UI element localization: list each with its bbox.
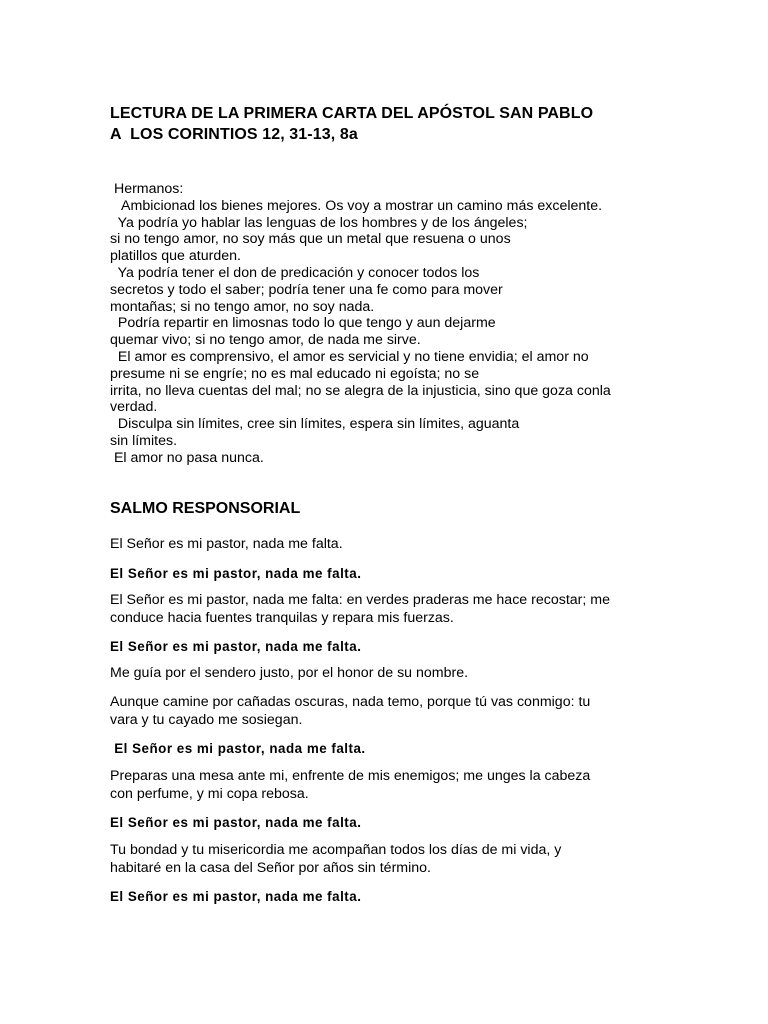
psalm-verse (110, 592, 670, 627)
reading-line: quemar vivo; si no tengo amor, de nada me sirve. (110, 332, 421, 349)
psalm-verse (110, 536, 670, 554)
reading-title-line: LECTURA DE LA PRIMERA CARTA DEL APÓSTOL SAN PABLO (110, 105, 594, 122)
reading-title-line: A LOS CORINTIOS 12, 31-13, 8a (110, 126, 358, 143)
reading-line: Ya podría tener el don de predicación y conocer todos los (110, 264, 480, 281)
psalm-line: Preparas una mesa ante mi, enfrente de mis enemigos; me unges la cabeza (110, 768, 591, 784)
psalm-line: El Señor es mi pastor, nada me falta. (110, 639, 362, 654)
psalm-response (110, 740, 670, 758)
psalm-verse (110, 665, 670, 683)
reading-line: platillos que aturden. (110, 248, 241, 265)
reading-body (110, 181, 710, 467)
reading-line: presume ni se engríe; no es mal educado ni egoísta; no se (110, 365, 480, 382)
reading-line: Ambicionad los bienes mejores. Os voy a mostrar un camino más excelente. (110, 197, 603, 214)
psalm-line: El Señor es mi pastor, nada me falta. (110, 566, 362, 581)
reading-line: montañas; si no tengo amor, no soy nada. (110, 298, 375, 315)
psalm-line: vara y tu cayado me sosiegan. (110, 711, 303, 728)
psalm-line: Aunque camine por cañadas oscuras, nada temo, porque tú vas conmigo: tu (110, 694, 591, 710)
psalm-verse (110, 842, 670, 877)
psalm-line: El Señor es mi pastor, nada me falta. (110, 889, 362, 904)
psalm-response (110, 638, 670, 656)
reading-line: verdad. (110, 399, 158, 416)
psalm-response (110, 565, 670, 583)
reading-line: Ya podría yo hablar las lenguas de los hombres y de los ángeles; (110, 214, 528, 231)
psalm-line: El Señor es mi pastor, nada me falta. (110, 741, 366, 756)
reading-title (110, 103, 710, 145)
psalm-verse (110, 694, 670, 729)
reading-line: secretos y todo el saber; podría tener una fe como para mover (110, 281, 503, 298)
reading-line: El amor no pasa nunca. (110, 449, 264, 466)
psalm-verse (110, 768, 670, 803)
psalm-line: conduce hacia fuentes tranquilas y repara mis fuerzas. (110, 609, 454, 626)
reading-line: El amor es comprensivo, el amor es servicial y no tiene envidia; el amor no (110, 348, 589, 365)
reading-line: si no tengo amor, no soy más que un metal que resuena o unos (110, 231, 511, 248)
psalm-line: El Señor es mi pastor, nada me falta. (110, 536, 343, 552)
reading-line: irrita, no lleva cuentas del mal; no se alegra de la injusticia, sino que goza conla (110, 382, 611, 399)
psalm-response (110, 888, 670, 906)
reading-line: sin límites. (110, 432, 178, 449)
reading-line: Podría repartir en limosnas todo lo que tengo y aun dejarme (110, 315, 496, 332)
psalm-title: SALMO RESPONSORIAL (110, 500, 301, 517)
psalm-line: Tu bondad y tu misericordia me acompañan todos los días de mi vida, y (110, 842, 562, 858)
psalm-line: habitaré en la casa del Señor por años sin término. (110, 859, 431, 876)
reading-line: Disculpa sin límites, cree sin límites, espera sin límites, aguanta (110, 416, 520, 433)
reading-line: Hermanos: (110, 181, 184, 197)
psalm-response (110, 814, 670, 832)
psalm-line: El Señor es mi pastor, nada me falta: en verdes praderas me hace recostar; me (110, 592, 610, 608)
psalm-line: con perfume, y mi copa rebosa. (110, 785, 309, 802)
psalm-line: El Señor es mi pastor, nada me falta. (110, 815, 362, 830)
psalm-line: Me guía por el sendero justo, por el honor de su nombre. (110, 665, 469, 681)
